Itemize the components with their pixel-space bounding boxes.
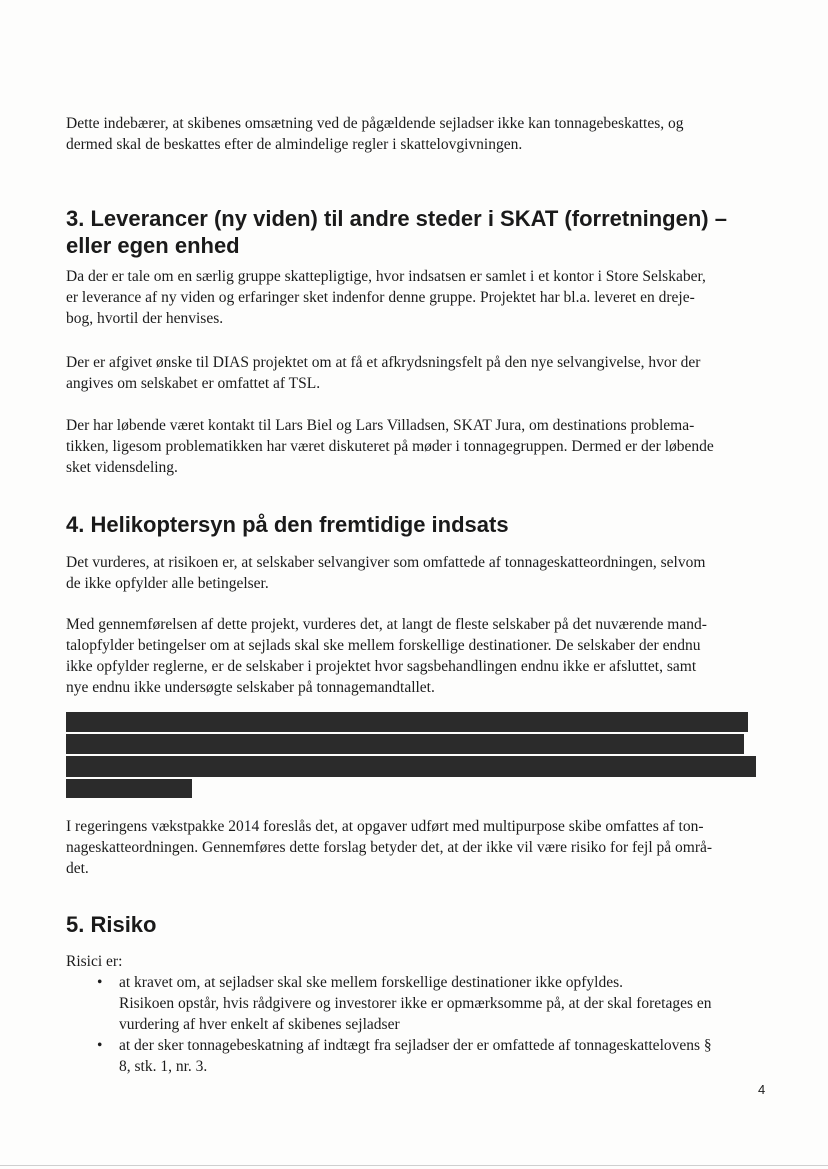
section-5-body [66, 951, 766, 1077]
risk-list [66, 972, 766, 1077]
text-line: nageskatteordningen. Gennemføres dette forslag betyder det, at der ikke vil være risiko for fejl på områ- [66, 839, 713, 856]
text-line: Det vurderes, at risikoen er, at selskaber selvangiver som omfattede af tonnageskatteordningen, selvom [66, 554, 706, 571]
text-line: Da der er tale om en særlig gruppe skattepligtige, hvor indsatsen er samlet i et kontor i Store Selskaber, [66, 268, 706, 285]
text-line: talopfylder betingelser om at sejlads skal ske mellem forskellige destinationer. De selskaber der endnu [66, 637, 701, 654]
section-3-heading [66, 205, 766, 259]
intro-paragraph [66, 113, 766, 155]
text-line: nye endnu ikke undersøgte selskaber på tonnagemandtallet. [66, 679, 435, 696]
risk-intro: Risici er: [66, 953, 123, 970]
intro-line-2: dermed skal de beskattes efter de almindelige regler i skattelovgivningen. [66, 136, 523, 153]
section-3-paragraph-1 [66, 266, 766, 329]
section-5-heading-text: 5. Risiko [66, 912, 157, 937]
text-line: er leverance af ny viden og erfaringer sket indenfor denne gruppe. Projektet har bl.a. leveret en dreje- [66, 289, 695, 306]
list-item [66, 1035, 766, 1077]
scan-edge-divider [0, 1165, 828, 1166]
text-line: Risikoen opstår, hvis rådgivere og investorer ikke er opmærksomme på, at der skal foretages en [119, 995, 712, 1012]
text-line: Der har løbende været kontakt til Lars Biel og Lars Villadsen, SKAT Jura, om destinations problema- [66, 417, 695, 434]
intro-line-1: Dette indebærer, at skibenes omsætning ved de pågældende sejladser ikke kan tonnagebeskattes, og [66, 115, 684, 132]
bullet-icon: • [97, 1037, 103, 1054]
text-line: Med gennemførelsen af dette projekt, vurderes det, at langt de fleste selskaber på det nuværende mand- [66, 616, 707, 633]
text-line: sket vidensdeling. [66, 459, 178, 476]
text-line: bog, hvortil der henvises. [66, 310, 224, 327]
redaction-bar [66, 734, 744, 754]
section-4-paragraph-2 [66, 614, 766, 698]
bullet-icon: • [97, 974, 103, 991]
page-number: 4 [758, 1082, 766, 1097]
text-line: I regeringens vækstpakke 2014 foreslås det, at opgaver udført med multipurpose skibe omfattes af ton- [66, 818, 704, 835]
section-4-heading-text: 4. Helikoptersyn på den fremtidige indsats [66, 512, 509, 537]
section-3-paragraph-3 [66, 415, 766, 478]
text-line: de ikke opfylder alle betingelser. [66, 575, 269, 592]
redaction-bar [66, 779, 192, 798]
section-3-heading-line-1: 3. Leverancer (ny viden) til andre steder i SKAT (forretningen) – [66, 206, 727, 231]
list-item [66, 972, 766, 1035]
text-line: angives om selskabet er omfattet af TSL. [66, 375, 321, 392]
text-line: ikke opfylder reglerne, er de selskaber i projektet hvor sagsbehandlingen endnu ikke er afsluttet, samt [66, 658, 697, 675]
section-4-paragraph-1 [66, 552, 766, 594]
redaction-bar [66, 712, 748, 732]
text-line: tikken, ligesom problematikken har været diskuteret på møder i tonnagegruppen. Dermed er der løbende [66, 438, 714, 455]
text-line: det. [66, 860, 89, 877]
section-4-heading [66, 511, 766, 538]
text-line: vurdering af hver enkelt af skibenes sejladser [119, 1016, 400, 1033]
text-line: 8, stk. 1, nr. 3. [119, 1058, 208, 1075]
section-5-heading [66, 911, 766, 938]
text-line: Der er afgivet ønske til DIAS projektet om at få et afkrydsningsfelt på den nye selvangivelse, hvor der [66, 354, 701, 371]
section-4-paragraph-3 [66, 816, 766, 879]
section-3-paragraph-2 [66, 352, 766, 394]
text-line: at der sker tonnagebeskatning af indtægt fra sejladser der er omfattede af tonnageskattelovens § [119, 1037, 712, 1054]
redaction-bar [66, 756, 756, 777]
text-line: at kravet om, at sejladser skal ske mellem forskellige destinationer ikke opfyldes. [119, 974, 624, 991]
section-3-heading-line-2: eller egen enhed [66, 233, 240, 258]
